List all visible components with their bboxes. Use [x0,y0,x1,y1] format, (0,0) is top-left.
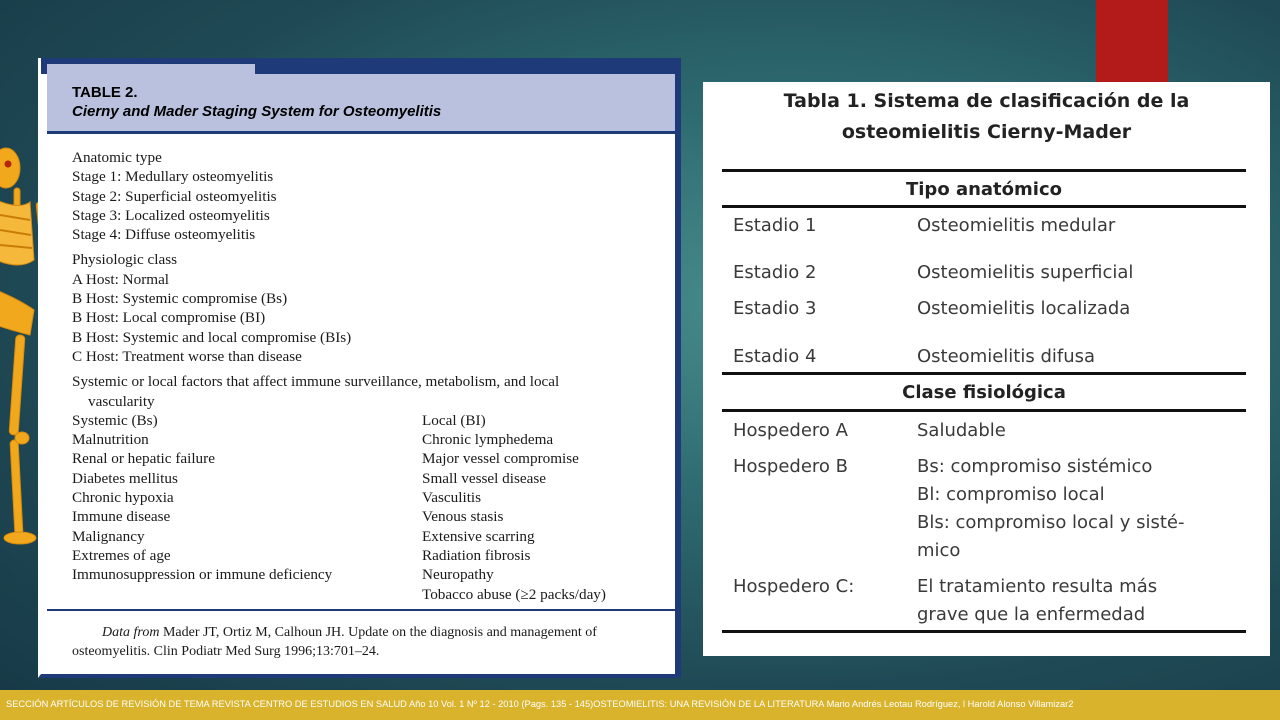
table-title: Tabla 1. Sistema de clasificación de la osteomielitis Cierny-Mader [783,90,1190,143]
source-prefix: Data from [102,625,160,640]
source-citation: Mader JT, Ortiz M, Calhoun JH. Update on the diagnosis and management of [159,625,597,640]
anatomic-type-list [72,148,672,244]
list-item: C Host: Treatment worse than disease [72,347,302,365]
table-rule [722,372,1246,375]
list-item: Anatomic type [72,149,162,166]
list-item: Malignancy [72,527,145,545]
table-label: TABLE 2. [72,84,138,101]
red-accent-bar [1096,0,1168,82]
list-item: Stage 3: Localized osteomyelitis [72,206,270,224]
list-item: B Host: Systemic and local compromise (BIs) [72,328,352,346]
table-header [47,74,675,134]
list-item: Extremes of age [72,546,171,564]
footer-citation-bar: SECCIÓN ARTÍCULOS DE REVISIÓN DE TEMA REVISTA CENTRO DE ESTUDIOS EN SALUD Año 10 Vol. 1 Nº 12 - 2010 (Pags. 135 - 145)OSTEOMIELITIS: UNA REVISIÓN DE LA LITERATURA Mario Andrés Leotau Rodríguez, l Harold Alonso Villamizar2 [0,690,1280,720]
list-item: B Host: Local compromise (BI) [72,309,266,327]
section-heading-physiologic: Clase fisiológica [902,382,1066,403]
table-rule [722,205,1246,208]
list-item: Venous stasis [422,508,504,526]
list-item: A Host: Normal [72,270,170,288]
table-top-bar [41,58,675,74]
systemic-factors [72,411,422,604]
list-item: Malnutrition [72,431,149,449]
staging-table-spanish: Tabla 1. Sistema de clasificación de la osteomielitis Cierny-Mader Tipo anatómico Estadio 1 Osteomielitis medular Estadio 2 Osteomielitis superficial Estadio 3 Osteomielitis localizada Estadio 4 Osteomielitis difusa Clase fisiológica Hospedero A Saludable Hospedero B Bs: compromiso sistémico Bl: compromiso local Bls: compromiso local y sisté- mico Hospedero C: El tratamiento resulta más grave que la enfermedad [703,82,1270,656]
list-item: Neuropathy [422,566,494,584]
factors-heading: Systemic or local factors that affect immune surveillance, metabolism, and local [72,373,560,391]
table-rule [722,169,1246,172]
table-rule [722,409,1246,412]
source-citation-cont: osteomyelitis. Clin Podiatr Med Surg 1996;13:701–24. [72,643,380,659]
list-item: Radiation fibrosis [422,546,531,564]
list-item: Major vessel compromise [422,450,579,468]
list-item: Chronic hypoxia [72,489,174,507]
list-item: Physiologic class [72,251,178,269]
list-item: Small vessel disease [422,469,547,487]
list-item: Tobacco abuse (≥2 packs/day) [422,585,606,603]
list-item: Stage 1: Medullary osteomyelitis [72,168,274,186]
table-source-note [72,624,672,661]
table-body [72,148,672,604]
list-item: Diabetes mellitus [72,469,178,487]
list-item: Stage 4: Diffuse osteomyelitis [72,226,256,244]
table-title: Cierny and Mader Staging System for Osteomyelitis [72,103,442,120]
physiologic-class-list [72,250,672,366]
list-item: Immune disease [72,508,171,526]
staging-table-english [38,58,681,678]
list-item: Systemic (Bs) [72,411,158,429]
local-factors [422,411,672,604]
table-divider [47,609,675,611]
list-item: Chronic lymphedema [422,431,554,449]
list-item: Vasculitis [422,489,482,507]
factors-heading-cont: vascularity [88,392,155,410]
section-heading-anatomic: Tipo anatómico [905,179,1062,200]
table-rule [722,630,1246,633]
list-item: Renal or hepatic failure [72,450,215,468]
list-item: Immunosuppression or immune deficiency [72,566,333,584]
list-item: B Host: Systemic compromise (Bs) [72,290,288,308]
list-item: Extensive scarring [422,527,535,545]
list-item: Local (BI) [422,411,486,429]
list-item: Stage 2: Superficial osteomyelitis [72,187,277,205]
factors-columns [72,411,672,604]
